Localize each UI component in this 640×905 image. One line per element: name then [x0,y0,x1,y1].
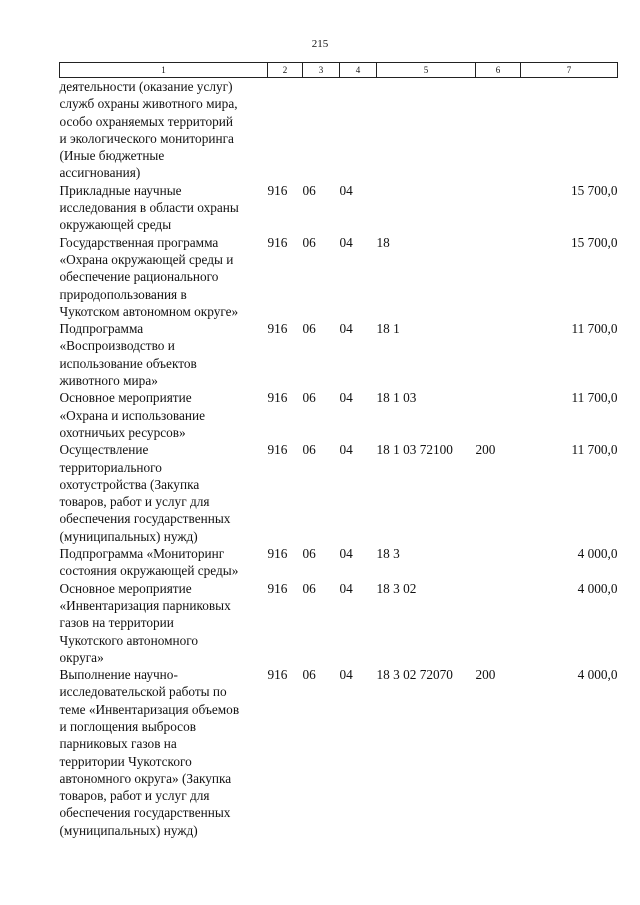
row-name-line: «Воспроизводство и [59,338,175,354]
row-name-line: охотничьих ресурсов» [59,424,186,440]
row-name-line: Подпрограмма «Мониторинг [59,546,225,562]
row-name [60,234,268,320]
row-name [60,545,268,580]
ministry-code: 916 [267,182,288,198]
target-article-code: 18 1 03 [376,390,417,406]
row-name [60,182,268,234]
column-header-2: 2 [268,63,303,78]
ministry-code: 916 [267,234,288,250]
column-header-5: 5 [377,63,476,78]
row-name-line: (муниципальных) нужд) [59,528,198,544]
section-code: 06 [302,234,316,250]
expense-type-code [476,545,521,580]
ministry-code: 916 [267,390,288,406]
amount: 4 000,0 [577,580,618,596]
row-name-line: теме «Инвентаризация объемов [59,701,240,717]
section-code: 06 [302,580,316,596]
row-name-line: состояния окружающей среды» [59,563,239,579]
amount: 11 700,0 [571,390,618,406]
row-name-line: «Охрана окружающей среды и [59,251,234,267]
table-row [60,320,618,389]
row-name-line: автономного округа» (Закупка [59,770,232,786]
ministry-code: 916 [267,321,288,337]
row-name-line: ассигнования) [59,165,141,181]
header-row [60,63,618,78]
expense-type-code: 200 [475,442,496,458]
row-name [60,78,268,182]
section-code: 06 [302,546,316,562]
row-name [60,580,268,666]
subsection-code: 04 [339,442,353,458]
row-name-line: деятельности (оказание услуг) [59,79,233,94]
amount [521,78,618,182]
row-name-line: особо охраняемых территорий [59,113,234,129]
table-body [60,78,618,840]
row-name-line: Основное мероприятие [59,390,192,406]
table-row [60,234,618,320]
page-number: 215 [311,38,329,50]
row-name-line: (муниципальных) нужд) [59,822,198,838]
ministry-code: 916 [267,546,288,562]
row-name-line: исследования в области охраны [59,200,239,216]
section-code: 06 [302,321,316,337]
ministry-code: 916 [267,580,288,596]
subsection-code: 04 [339,546,353,562]
row-name-line: газов на территории [59,615,174,631]
row-name-line: территории Чукотского [59,753,192,769]
row-name-line: охотустройства (Закупка [59,476,200,492]
expense-type-code [476,78,521,182]
expense-type-code: 200 [475,667,496,683]
target-article-code [377,78,476,182]
row-name-line: Основное мероприятие [59,580,192,596]
expense-type-code [476,320,521,389]
subsection-code: 04 [339,234,353,250]
row-name-line: Государственная программа [59,234,219,250]
row-name-line: природопользования в [59,286,187,302]
row-name-line: исследовательской работы по [59,684,227,700]
row-name-line: и поглощения выбросов [59,718,197,734]
table-row [60,545,618,580]
row-name-line: (Иные бюджетные [59,148,165,164]
row-name-line: товаров, работ и услуг для [59,788,210,804]
section-code: 06 [302,182,316,198]
row-name-line: товаров, работ и услуг для [59,494,210,510]
row-name-line: Выполнение научно- [59,667,178,683]
column-header-3: 3 [303,63,340,78]
row-name-line: округа» [59,649,104,665]
subsection-code: 04 [339,321,353,337]
amount: 4 000,0 [577,546,618,562]
subsection-code: 04 [339,667,353,683]
row-name [60,441,268,545]
ministry-code: 916 [267,667,288,683]
target-article-code: 18 1 [376,321,400,337]
target-article-code: 18 3 [376,546,400,562]
row-name [60,389,268,441]
row-name-line: животного мира» [59,373,158,389]
row-name [60,666,268,839]
column-header-6: 6 [476,63,521,78]
column-header-7: 7 [521,63,618,78]
target-article-code: 18 3 02 72070 [376,667,453,683]
amount: 15 700,0 [570,182,618,198]
table-row [60,666,618,839]
section-code: 06 [302,442,316,458]
amount: 11 700,0 [571,321,618,337]
row-name-line: использование объектов [59,355,197,371]
row-name [60,320,268,389]
column-header-1: 1 [60,63,268,78]
target-article-code: 18 [376,234,390,250]
column-header-4: 4 [340,63,377,78]
row-name-line: «Инвентаризация парниковых [59,597,231,613]
table-row [60,441,618,545]
row-name-line: обеспечение рационального [59,269,219,285]
table-row [60,78,618,182]
row-name-line: и экологического мониторинга [59,130,234,146]
row-name-line: парниковых газов на [59,736,177,752]
expense-type-code [476,389,521,441]
target-article-code: 18 1 03 72100 [376,442,453,458]
row-name-line: обеспечения государственных [59,511,231,527]
ministry-code: 916 [267,442,288,458]
row-name-line: Осуществление [59,442,149,458]
section-code: 06 [302,667,316,683]
table-row [60,580,618,666]
amount: 4 000,0 [577,667,618,683]
subsection-code [340,78,377,182]
row-name-line: «Охрана и использование [59,407,205,423]
row-name-line: Прикладные научные [59,182,182,198]
subsection-code: 04 [339,182,353,198]
row-name-line: служб охраны животного мира, [59,96,238,112]
amount: 11 700,0 [571,442,618,458]
row-name-line: обеспечения государственных [59,805,231,821]
row-name-line: Подпрограмма [59,321,144,337]
table-header [60,63,618,78]
section-code [303,78,340,182]
target-article-code: 18 3 02 [376,580,417,596]
expense-type-code [476,580,521,666]
row-name-line: окружающей среды [59,217,172,233]
row-name-line: Чукотского автономного [59,632,199,648]
target-article-code [377,182,476,234]
subsection-code: 04 [339,580,353,596]
budget-table [59,62,618,839]
expense-type-code [476,234,521,320]
table-row [60,389,618,441]
table-row [60,182,618,234]
row-name-line: Чукотском автономном округе» [59,303,239,319]
section-code: 06 [302,390,316,406]
amount: 15 700,0 [570,234,618,250]
row-name-line: территориального [59,459,162,475]
subsection-code: 04 [339,390,353,406]
ministry-code [268,78,303,182]
expense-type-code [476,182,521,234]
